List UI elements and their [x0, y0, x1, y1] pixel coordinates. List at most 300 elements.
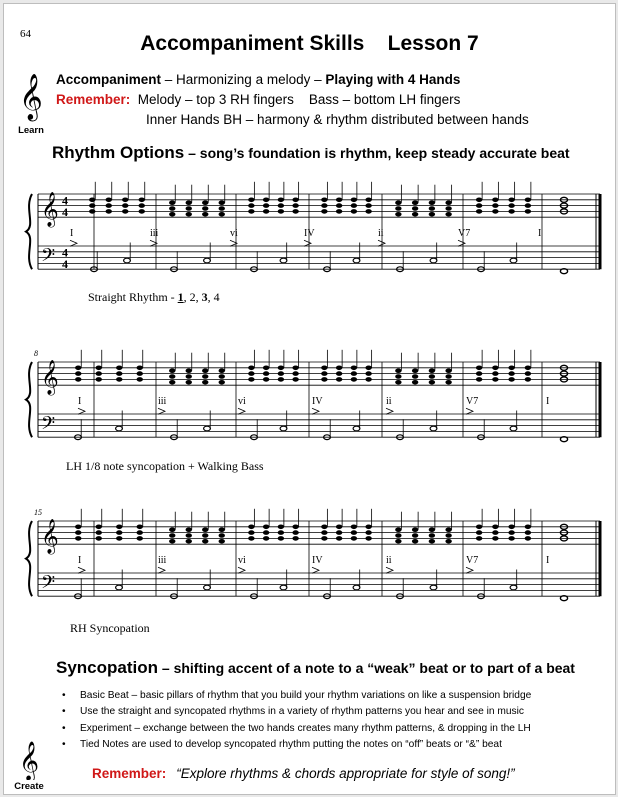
notehead: [248, 377, 254, 382]
closing-remember-label: Remember:: [92, 766, 167, 781]
bullet-item: • Basic Beat – basic pillars of rhythm that you build your rhythm variations on like a suspension bridge: [62, 688, 531, 704]
notehead: [429, 380, 435, 385]
notehead: [263, 371, 269, 376]
notehead: [219, 527, 225, 532]
time-signature-bottom: 4: [62, 205, 68, 220]
count-2: 2: [189, 290, 196, 304]
chord-symbol: vi: [238, 396, 246, 408]
chord-symbol: I: [70, 228, 74, 240]
treble-clef: 𝄞: [41, 361, 59, 395]
notehead: [248, 536, 254, 541]
treble-clef: 𝄞: [41, 193, 59, 227]
notehead: [365, 525, 371, 530]
notehead: [292, 198, 298, 203]
notehead: [351, 530, 357, 535]
notehead: [96, 377, 102, 382]
notehead: [96, 525, 102, 530]
notehead: [429, 212, 435, 217]
grand-staff-system-3: [26, 508, 600, 601]
notehead: [445, 533, 451, 538]
chord-symbol: ii: [386, 396, 392, 408]
notehead: [508, 366, 514, 371]
syncopation-title: Syncopation: [56, 658, 159, 677]
notehead: [321, 209, 327, 214]
bass-half-notehead: [204, 258, 211, 263]
bass-half-notehead: [510, 426, 517, 431]
notehead: [116, 536, 122, 541]
notehead: [202, 206, 208, 211]
bass-half-notehead: [116, 585, 123, 590]
notehead: [508, 203, 514, 208]
bass-clef: 𝄢: [41, 571, 56, 597]
notehead: [321, 536, 327, 541]
notehead: [219, 206, 225, 211]
notehead: [202, 380, 208, 385]
learn-label: Learn: [18, 125, 44, 136]
notehead: [321, 203, 327, 208]
notehead: [263, 530, 269, 535]
accent-mark: [458, 240, 465, 246]
chord-symbol: ii: [378, 228, 384, 240]
count-1: 1: [177, 290, 184, 304]
notehead: [202, 368, 208, 373]
notehead: [137, 530, 143, 535]
notehead: [476, 371, 482, 376]
notehead: [292, 203, 298, 208]
notehead: [336, 198, 342, 203]
accent-mark: [78, 408, 85, 414]
notehead: [492, 203, 498, 208]
notehead: [365, 536, 371, 541]
syncopation-bullet-list: [62, 688, 531, 754]
notehead: [412, 527, 418, 532]
notehead: [278, 377, 284, 382]
notehead: [476, 366, 482, 371]
bass-clef: 𝄢: [41, 412, 56, 438]
treble-clef-icon: [14, 740, 44, 780]
notehead: [278, 530, 284, 535]
notehead: [351, 209, 357, 214]
bass-half-notehead: [116, 426, 123, 431]
notehead: [75, 377, 81, 382]
notehead: [395, 374, 401, 379]
notehead: [492, 366, 498, 371]
notehead: [169, 380, 175, 385]
accent-mark: [466, 408, 473, 414]
notehead: [351, 536, 357, 541]
notehead: [429, 200, 435, 205]
notehead: [395, 368, 401, 373]
notehead: [219, 212, 225, 217]
notehead: [137, 377, 143, 382]
notehead: [169, 533, 175, 538]
page-title: Accompaniment Skills Lesson 7: [140, 32, 479, 55]
measure-number: 8: [34, 349, 38, 358]
notehead: [219, 200, 225, 205]
notehead: [169, 368, 175, 373]
notehead: [365, 377, 371, 382]
bass-half-notehead: [510, 585, 517, 590]
notehead: [248, 203, 254, 208]
notehead: [351, 525, 357, 530]
notehead: [186, 539, 192, 544]
notehead: [412, 374, 418, 379]
notehead: [169, 206, 175, 211]
notehead: [525, 525, 531, 530]
notehead: [412, 368, 418, 373]
notehead: [321, 377, 327, 382]
notehead: [525, 366, 531, 371]
notehead: [351, 377, 357, 382]
accent-mark: [78, 567, 85, 573]
notehead: [292, 366, 298, 371]
notehead: [89, 198, 95, 203]
notehead: [429, 374, 435, 379]
notehead: [525, 198, 531, 203]
grand-staff-system-2: [26, 349, 600, 442]
notehead: [75, 530, 81, 535]
notehead: [395, 212, 401, 217]
treble-clef: 𝄞: [41, 520, 59, 554]
notehead: [96, 366, 102, 371]
time-signature-top: 4: [62, 193, 68, 208]
notehead: [263, 536, 269, 541]
notehead: [96, 530, 102, 535]
accent-mark: [312, 567, 319, 573]
notehead: [248, 366, 254, 371]
notehead: [248, 209, 254, 214]
notehead: [445, 206, 451, 211]
chord-symbol: I: [546, 396, 550, 408]
accompaniment-term: Accompaniment: [56, 72, 162, 87]
svg-text:𝄞: 𝄞: [19, 74, 43, 119]
notehead: [445, 380, 451, 385]
notehead: [525, 203, 531, 208]
notehead: [412, 212, 418, 217]
accent-mark: [386, 567, 393, 573]
notehead: [169, 374, 175, 379]
notehead: [365, 530, 371, 535]
notehead: [116, 366, 122, 371]
notehead: [336, 366, 342, 371]
notehead: [248, 525, 254, 530]
bass-half-notehead: [204, 585, 211, 590]
remember-label: Remember:: [56, 92, 131, 107]
notehead: [336, 377, 342, 382]
notehead: [137, 366, 143, 371]
notehead: [169, 527, 175, 532]
notehead: [219, 368, 225, 373]
notehead: [525, 536, 531, 541]
notehead: [429, 539, 435, 544]
notehead: [186, 368, 192, 373]
notehead: [395, 533, 401, 538]
accent-mark: [158, 567, 165, 573]
chord-symbol: IV: [304, 228, 315, 240]
chord-symbol: I: [78, 396, 82, 408]
notehead: [202, 374, 208, 379]
notehead: [508, 525, 514, 530]
notehead: [278, 536, 284, 541]
notehead: [321, 525, 327, 530]
notehead: [263, 366, 269, 371]
notehead: [75, 536, 81, 541]
notehead: [395, 539, 401, 544]
system-3-caption: RH Syncopation: [70, 621, 150, 635]
notehead: [445, 368, 451, 373]
notehead: [122, 198, 128, 203]
intro-line-3: Inner Hands BH – harmony & rhythm distributed between hands: [146, 112, 529, 127]
notehead: [278, 366, 284, 371]
notehead: [445, 374, 451, 379]
grand-staff-system-1: [26, 182, 600, 274]
notehead: [525, 371, 531, 376]
bass-half-notehead: [430, 258, 437, 263]
chord-symbol: V7: [458, 228, 471, 240]
bass-half-notehead: [124, 258, 131, 263]
notehead: [75, 371, 81, 376]
staff-brace: [26, 362, 32, 437]
notehead: [106, 209, 112, 214]
notehead: [89, 209, 95, 214]
notehead: [476, 209, 482, 214]
notehead: [321, 530, 327, 535]
notehead: [96, 371, 102, 376]
notehead: [122, 203, 128, 208]
notehead: [508, 209, 514, 214]
notehead: [219, 533, 225, 538]
accent-mark: [304, 240, 311, 246]
notehead: [321, 198, 327, 203]
syncopation-subtitle: – shifting accent of a note to a “weak” beat or to part of a beat: [158, 660, 575, 676]
notehead: [202, 212, 208, 217]
notehead: [508, 377, 514, 382]
notehead: [492, 530, 498, 535]
notehead: [292, 209, 298, 214]
notehead: [137, 536, 143, 541]
notehead: [186, 533, 192, 538]
system-1-caption: Straight Rhythm - 1, 2, 3, 4: [88, 290, 220, 304]
four-hands-term: Playing with 4 Hands: [325, 72, 461, 87]
notehead: [106, 203, 112, 208]
notehead: [525, 209, 531, 214]
notehead: [186, 206, 192, 211]
chord-symbol: IV: [312, 396, 323, 408]
bass-half-notehead: [280, 258, 287, 263]
chord-symbol: V7: [466, 396, 479, 408]
notehead: [202, 533, 208, 538]
lesson-page: [3, 3, 616, 795]
notehead: [186, 380, 192, 385]
notehead: [445, 200, 451, 205]
notehead: [169, 212, 175, 217]
notehead: [395, 200, 401, 205]
bass-clef: 𝄢: [41, 244, 56, 270]
notehead: [292, 530, 298, 535]
chord-symbol: I: [538, 228, 542, 240]
notehead: [412, 533, 418, 538]
bass-half-notehead: [430, 585, 437, 590]
notehead: [429, 527, 435, 532]
create-label: Create: [14, 781, 44, 792]
notehead: [525, 377, 531, 382]
notehead: [336, 536, 342, 541]
notehead: [508, 198, 514, 203]
svg-text:𝄞: 𝄞: [18, 743, 40, 780]
chord-symbol: I: [546, 555, 550, 567]
notehead: [508, 536, 514, 541]
notehead: [263, 198, 269, 203]
chord-symbol: ii: [386, 555, 392, 567]
bass-half-notehead: [280, 426, 287, 431]
notehead: [336, 530, 342, 535]
accent-mark: [158, 408, 165, 414]
notehead: [492, 371, 498, 376]
accent-mark: [386, 408, 393, 414]
notehead: [445, 527, 451, 532]
notehead: [263, 203, 269, 208]
notehead: [412, 200, 418, 205]
notehead: [263, 525, 269, 530]
notehead: [321, 366, 327, 371]
notehead: [278, 203, 284, 208]
notehead: [122, 209, 128, 214]
notehead: [395, 380, 401, 385]
staff-brace: [26, 194, 32, 269]
notehead: [429, 533, 435, 538]
notehead: [336, 203, 342, 208]
notehead: [137, 371, 143, 376]
staff-brace: [26, 521, 32, 596]
notehead: [139, 209, 145, 214]
notehead: [351, 371, 357, 376]
notehead: [248, 530, 254, 535]
accent-mark: [312, 408, 319, 414]
syncopation-heading: [56, 658, 575, 678]
bass-half-notehead: [280, 585, 287, 590]
notehead: [492, 198, 498, 203]
notehead: [248, 198, 254, 203]
chord-symbol: iii: [150, 228, 159, 240]
notehead: [412, 539, 418, 544]
notehead: [219, 374, 225, 379]
notehead: [336, 371, 342, 376]
notehead: [202, 539, 208, 544]
notehead: [278, 371, 284, 376]
notehead: [492, 536, 498, 541]
notehead: [106, 198, 112, 203]
time-signature-top: 4: [62, 245, 68, 260]
caption-prefix: Straight Rhythm -: [88, 290, 178, 304]
notehead: [137, 525, 143, 530]
notehead: [492, 525, 498, 530]
bass-half-notehead: [353, 585, 360, 590]
accompaniment-definition: – Harmonizing a melody –: [161, 72, 326, 87]
notehead: [169, 539, 175, 544]
notehead: [336, 209, 342, 214]
closing-remember: [92, 766, 515, 781]
measure-number: 15: [34, 508, 42, 517]
page-number: 64: [20, 28, 31, 40]
count-4: 4: [213, 290, 220, 304]
notehead: [139, 198, 145, 203]
notehead: [445, 212, 451, 217]
notehead: [278, 198, 284, 203]
notehead: [263, 209, 269, 214]
notehead: [186, 200, 192, 205]
notehead: [186, 527, 192, 532]
music-score: [4, 4, 615, 654]
remember-text: Melody – top 3 RH fingers Bass – bottom LH fingers: [130, 92, 461, 107]
notehead: [365, 203, 371, 208]
notehead: [525, 530, 531, 535]
bullet-item: • Experiment – exchange between the two hands creates many rhythm patterns, & dropping in the LH: [62, 721, 531, 737]
notehead: [89, 203, 95, 208]
notehead: [116, 530, 122, 535]
accent-mark: [466, 567, 473, 573]
chord-symbol: V7: [466, 555, 479, 567]
bass-half-notehead: [430, 426, 437, 431]
rhythm-options-title: Rhythm Options: [52, 143, 185, 162]
notehead: [336, 525, 342, 530]
accent-mark: [70, 240, 77, 246]
count-3: 3: [201, 290, 208, 304]
notehead: [186, 374, 192, 379]
notehead: [116, 525, 122, 530]
chord-symbol: IV: [312, 555, 323, 567]
notehead: [351, 198, 357, 203]
bass-half-notehead: [353, 258, 360, 263]
notehead: [365, 209, 371, 214]
notehead: [476, 377, 482, 382]
notehead: [476, 525, 482, 530]
notehead: [412, 380, 418, 385]
bass-half-notehead: [353, 426, 360, 431]
chord-symbol: vi: [230, 228, 238, 240]
notehead: [186, 212, 192, 217]
accent-mark: [238, 408, 245, 414]
notehead: [492, 209, 498, 214]
closing-quote: “Explore rhythms & chords appropriate for style of song!”: [176, 766, 515, 781]
notehead: [476, 530, 482, 535]
notehead: [351, 366, 357, 371]
notehead: [75, 366, 81, 371]
notehead: [219, 539, 225, 544]
notehead: [476, 536, 482, 541]
notehead: [96, 536, 102, 541]
notehead: [321, 371, 327, 376]
chord-symbol: iii: [158, 396, 167, 408]
notehead: [445, 539, 451, 544]
accent-mark: [378, 240, 385, 246]
time-signature-bottom: 4: [62, 257, 68, 272]
notehead: [219, 380, 225, 385]
notehead: [508, 530, 514, 535]
notehead: [292, 525, 298, 530]
notehead: [492, 377, 498, 382]
chord-symbol: iii: [158, 555, 167, 567]
system-2-caption: LH 1/8 note syncopation + Walking Bass: [66, 459, 264, 473]
notehead: [75, 525, 81, 530]
notehead: [365, 371, 371, 376]
notehead: [278, 525, 284, 530]
accent-mark: [238, 567, 245, 573]
notehead: [476, 198, 482, 203]
notehead: [395, 527, 401, 532]
notehead: [395, 206, 401, 211]
notehead: [116, 371, 122, 376]
notehead: [412, 206, 418, 211]
